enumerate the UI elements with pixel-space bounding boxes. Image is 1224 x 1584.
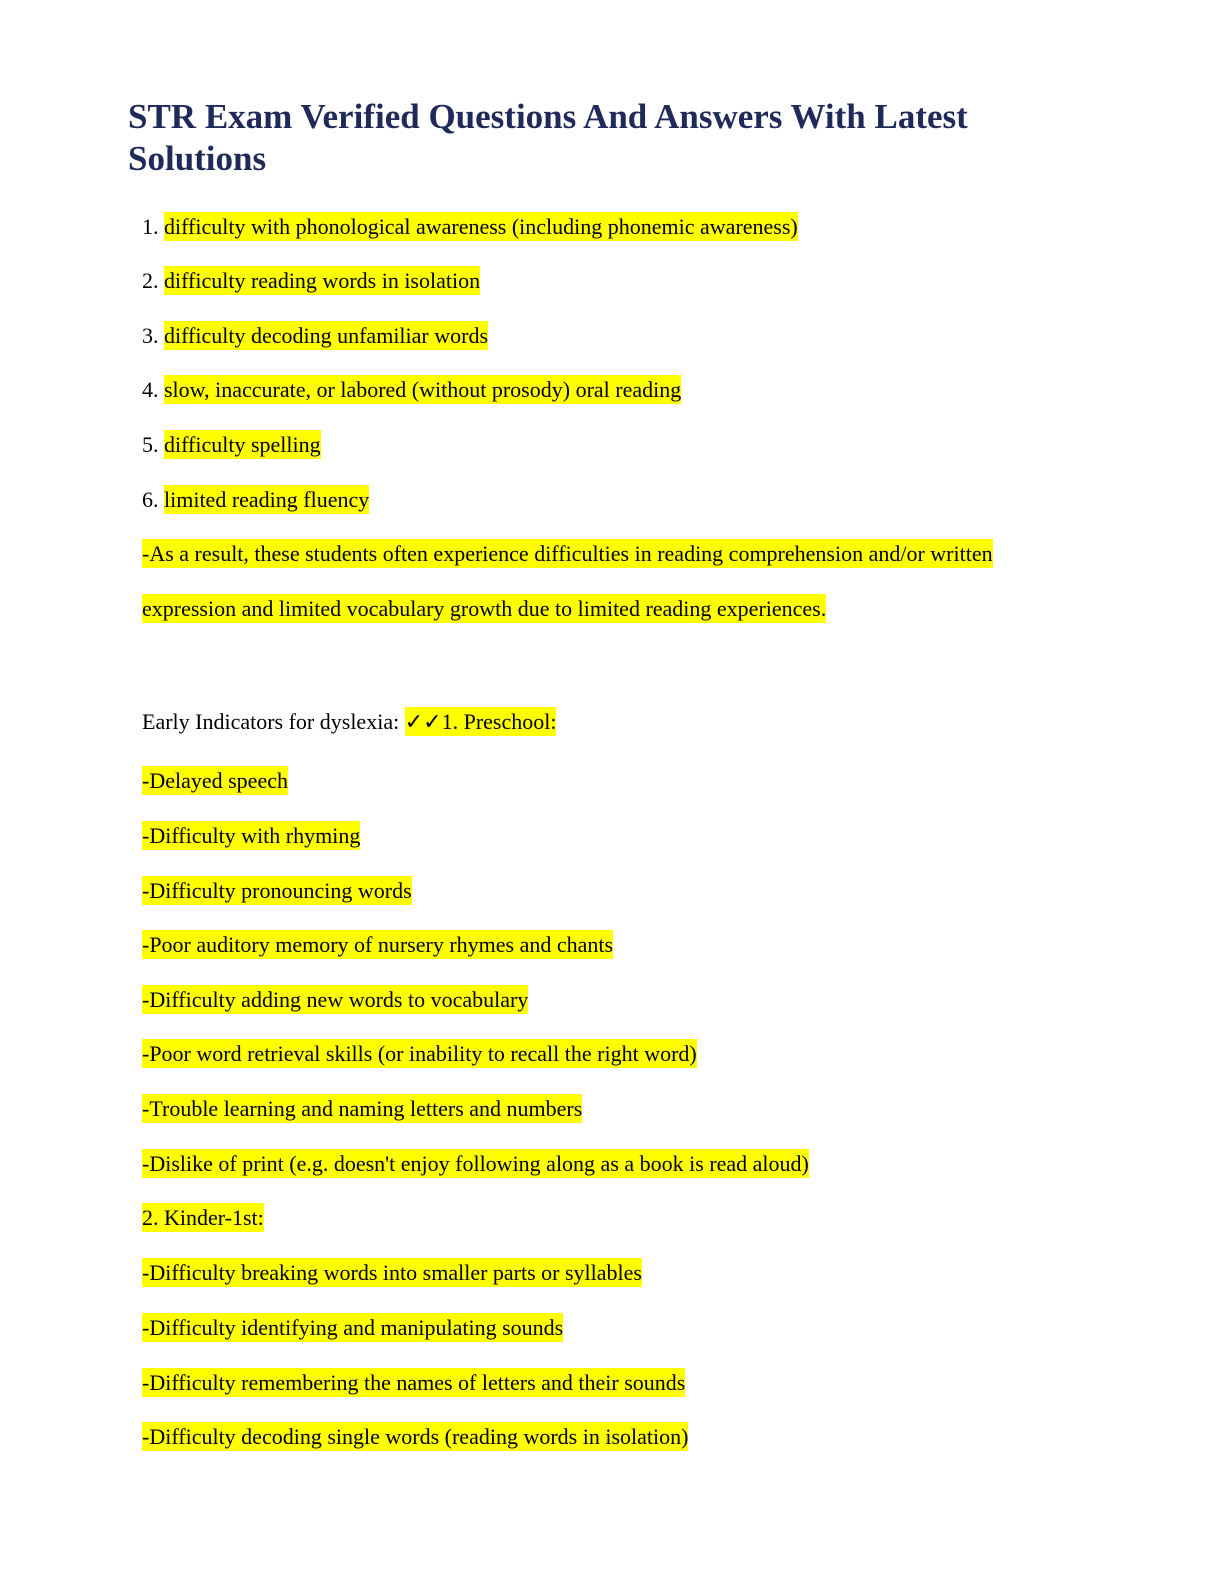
highlighted-text: slow, inaccurate, or labored (without prosody) oral reading [164, 377, 682, 402]
highlighted-text: limited reading fluency [164, 487, 370, 512]
answer-item-4: 4. slow, inaccurate, or labored (without prosody) oral reading [142, 377, 682, 402]
preschool-item: -Difficulty adding new words to vocabulary [142, 987, 529, 1012]
question-label: Early Indicators for dyslexia: [142, 709, 405, 734]
first-answer: 1. Preschool: [441, 709, 557, 734]
kinder-item: -Difficulty remembering the names of letters and their sounds [142, 1370, 686, 1395]
preschool-item: -Difficulty with rhyming [142, 823, 361, 848]
kinder-item: -Difficulty breaking words into smaller parts or syllables [142, 1260, 642, 1285]
kinder-item: -Difficulty identifying and manipulating sounds [142, 1315, 564, 1340]
result-line-2: expression and limited vocabulary growth due to limited reading experiences. [142, 596, 827, 621]
answer-item-1: 1. difficulty with phonological awareness (including phonemic awareness) [142, 214, 798, 239]
preschool-item: -Difficulty pronouncing words [142, 878, 412, 903]
highlighted-text: difficulty with phonological awareness (including phonemic awareness) [164, 214, 798, 239]
preschool-item: -Poor word retrieval skills (or inability to recall the right word) [142, 1041, 697, 1066]
kinder-item: -Difficulty decoding single words (reading words in isolation) [142, 1424, 689, 1449]
answer-item-5: 5. difficulty spelling [142, 432, 321, 457]
answer-item-2: 2. difficulty reading words in isolation [142, 268, 481, 293]
preschool-item: -Poor auditory memory of nursery rhymes and chants [142, 932, 614, 957]
check-mark-icon: ✓✓ [404, 709, 442, 734]
result-line-1: -As a result, these students often experience difficulties in reading comprehension and/or written [142, 541, 993, 566]
preschool-item: -Trouble learning and naming letters and numbers [142, 1096, 583, 1121]
preschool-item: -Delayed speech [142, 768, 288, 793]
kinder-heading: 2. Kinder-1st: [142, 1205, 264, 1230]
document-title: STR Exam Verified Questions And Answers With Latest Solutions [128, 97, 968, 178]
highlighted-text: difficulty spelling [164, 432, 321, 457]
answer-item-6: 6. limited reading fluency [142, 487, 370, 512]
highlighted-text: difficulty decoding unfamiliar words [164, 323, 489, 348]
preschool-item: -Dislike of print (e.g. doesn't enjoy following along as a book is read aloud) [142, 1151, 809, 1176]
highlighted-text: difficulty reading words in isolation [164, 268, 481, 293]
question-line [142, 707, 556, 737]
answer-item-3: 3. difficulty decoding unfamiliar words [142, 323, 489, 348]
